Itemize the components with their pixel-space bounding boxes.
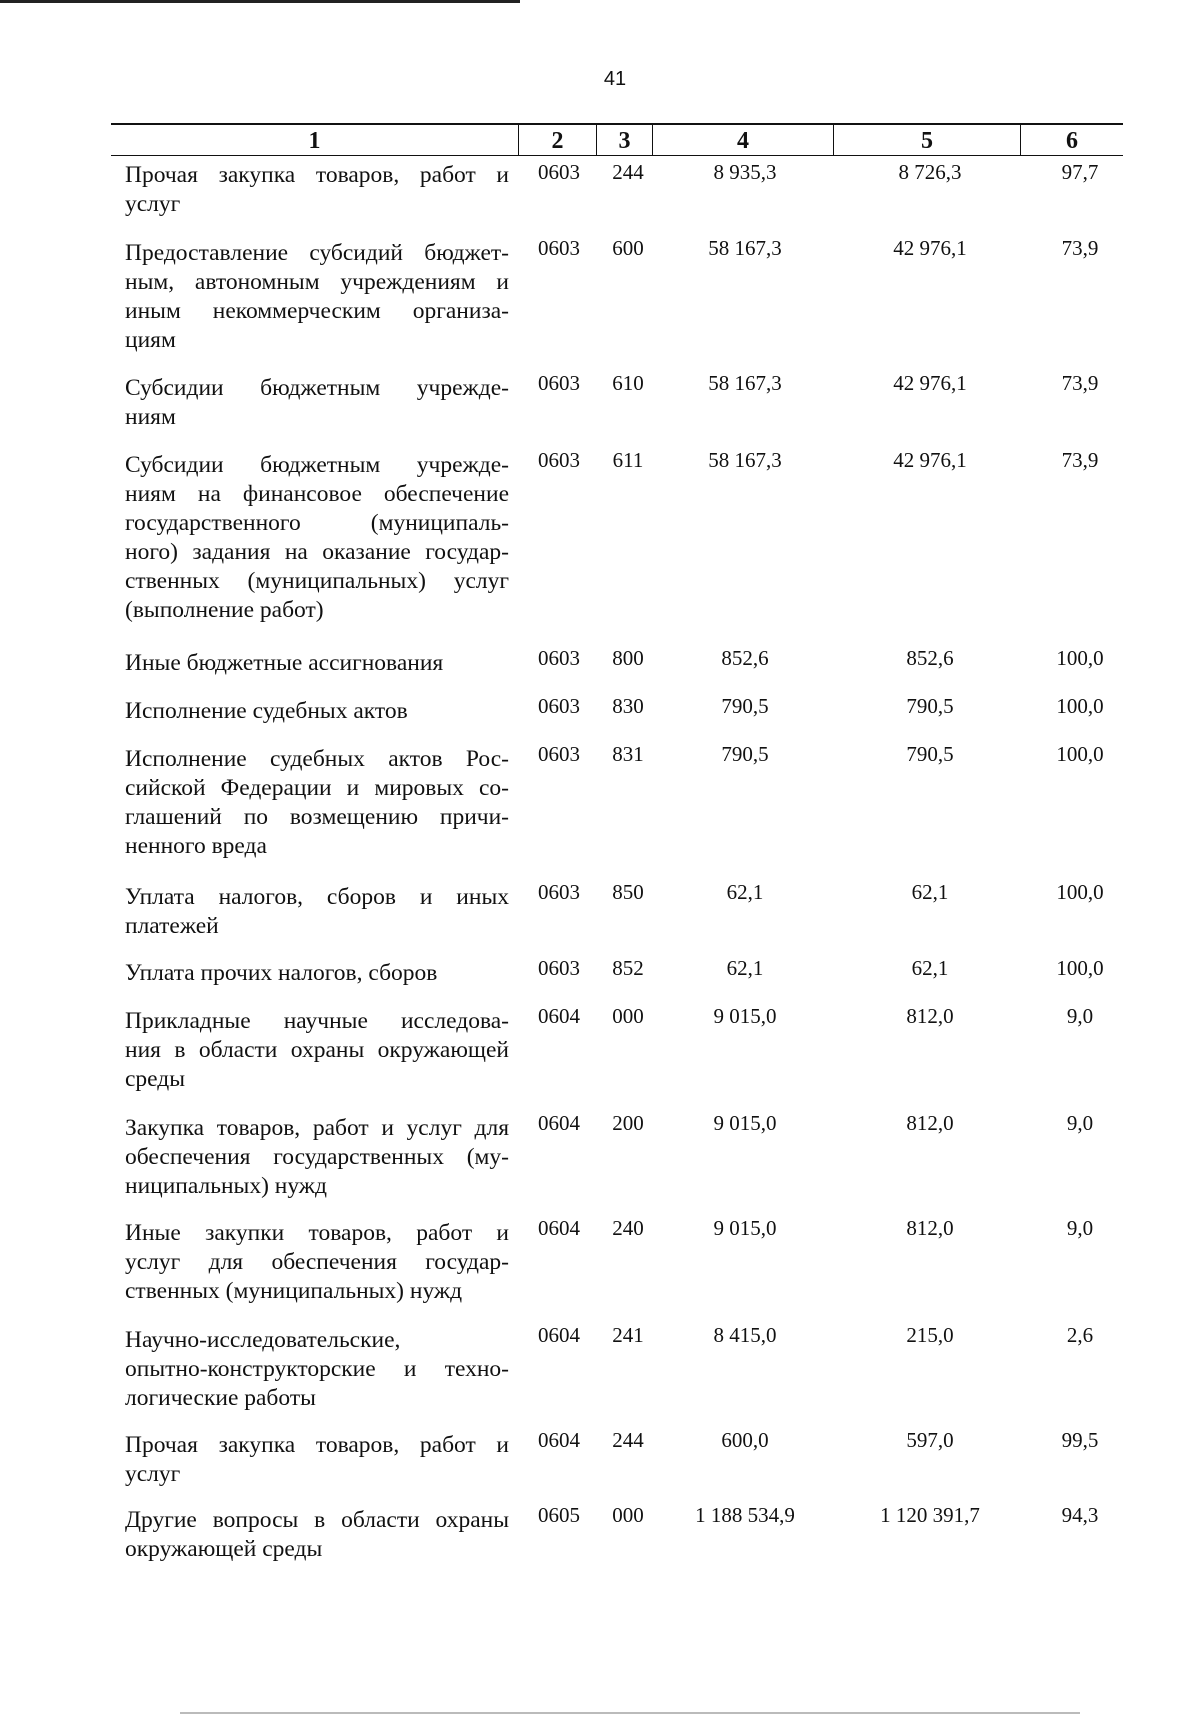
cell-col5: 812,0 — [906, 1111, 954, 1135]
cell-col6: 9,0 — [1066, 1111, 1094, 1135]
cell-col3: 244 — [612, 160, 644, 184]
row-description-line: платежей — [125, 913, 219, 939]
row-description-line: Прочая закупка товаров, работ и — [125, 162, 509, 188]
row-description-line: ниям на финансовое обеспечение — [125, 481, 509, 507]
cell-col6: 100,0 — [1056, 880, 1104, 904]
cell-col5: 215,0 — [906, 1323, 954, 1347]
row-description-line: ного) задания на оказание государ- — [125, 539, 509, 565]
row-description — [125, 745, 509, 861]
column-header-1: 1 — [308, 128, 321, 154]
cell-col5: 42 976,1 — [893, 236, 967, 260]
cell-col6: 100,0 — [1056, 956, 1104, 980]
cell-col3: 610 — [612, 371, 644, 395]
cell-col2: 0604 — [538, 1004, 580, 1028]
cell-col5: 597,0 — [906, 1428, 954, 1452]
row-description-line: сийской Федерации и мировых со- — [125, 775, 509, 801]
column-header-3: 3 — [618, 128, 631, 154]
row-description — [125, 161, 509, 219]
cell-col2: 0603 — [538, 160, 580, 184]
cell-col6: 73,9 — [1061, 236, 1099, 260]
row-description — [125, 1326, 509, 1413]
cell-col5: 812,0 — [906, 1004, 954, 1028]
cell-col2: 0604 — [538, 1111, 580, 1135]
cell-col6: 99,5 — [1061, 1428, 1099, 1452]
row-description-line: Иные закупки товаров, работ и — [125, 1220, 509, 1246]
cell-col3: 241 — [612, 1323, 644, 1347]
cell-col5: 8 726,3 — [898, 160, 962, 184]
cell-col2: 0604 — [538, 1323, 580, 1347]
cell-col6: 100,0 — [1056, 742, 1104, 766]
row-description — [125, 959, 509, 988]
cell-col4: 600,0 — [721, 1428, 769, 1452]
row-description-line: Прикладные научные исследова- — [125, 1008, 509, 1034]
cell-col3: 611 — [612, 448, 644, 472]
cell-col2: 0603 — [538, 646, 580, 670]
row-description-line: Предоставление субсидий бюджет- — [125, 240, 509, 266]
column-header-2: 2 — [551, 128, 564, 154]
row-description-line: Прочая закупка товаров, работ и — [125, 1432, 509, 1458]
row-description — [125, 1431, 509, 1489]
cell-col3: 000 — [612, 1503, 644, 1527]
cell-col3: 000 — [612, 1004, 644, 1028]
cell-col5: 812,0 — [906, 1216, 954, 1240]
scan-edge-bottom — [180, 1712, 1080, 1714]
row-description-line: (выполнение работ) — [125, 597, 324, 623]
row-description-line: Субсидии бюджетным учрежде- — [125, 452, 509, 478]
row-description — [125, 451, 509, 625]
cell-col4: 8 935,3 — [713, 160, 777, 184]
row-description-line: логические работы — [125, 1385, 316, 1411]
row-description-line: глашений по возмещению причи- — [125, 804, 509, 830]
row-description — [125, 1219, 509, 1306]
cell-col5: 790,5 — [906, 694, 954, 718]
row-description-line: услуг для обеспечения государ- — [125, 1249, 509, 1275]
cell-col4: 9 015,0 — [713, 1111, 777, 1135]
scan-edge-top — [0, 0, 520, 3]
row-description-line: ственных (муниципальных) услуг — [125, 568, 509, 594]
cell-col4: 790,5 — [721, 742, 769, 766]
cell-col3: 244 — [612, 1428, 644, 1452]
cell-col4: 790,5 — [721, 694, 769, 718]
row-description-line: услуг — [125, 1461, 181, 1487]
row-description-line: Закупка товаров, работ и услуг для — [125, 1115, 509, 1141]
row-description-line: услуг — [125, 191, 181, 217]
cell-col5: 852,6 — [906, 646, 954, 670]
row-description-line: ниципальных) нужд — [125, 1173, 327, 1199]
row-description-line: ния в области охраны окружающей — [125, 1037, 509, 1063]
cell-col6: 100,0 — [1056, 694, 1104, 718]
cell-col2: 0603 — [538, 880, 580, 904]
cell-col4: 1 188 534,9 — [695, 1503, 795, 1527]
cell-col3: 850 — [612, 880, 644, 904]
column-header-6: 6 — [1066, 128, 1078, 154]
cell-col6: 73,9 — [1061, 371, 1099, 395]
cell-col4: 9 015,0 — [713, 1216, 777, 1240]
row-description-line: Уплата прочих налогов, сборов — [125, 960, 438, 986]
row-description-line: циям — [125, 327, 176, 353]
row-description-line: ниям — [125, 404, 176, 430]
cell-col2: 0603 — [538, 448, 580, 472]
cell-col6: 100,0 — [1056, 646, 1104, 670]
cell-col3: 800 — [612, 646, 644, 670]
row-description — [125, 883, 509, 941]
row-description-line: Исполнение судебных актов — [125, 698, 408, 724]
cell-col6: 94,3 — [1061, 1503, 1099, 1527]
row-description-line: ственных (муниципальных) нужд — [125, 1278, 463, 1304]
cell-col5: 62,1 — [911, 880, 949, 904]
row-description — [125, 1506, 509, 1564]
cell-col2: 0603 — [538, 371, 580, 395]
cell-col2: 0603 — [538, 956, 580, 980]
cell-col4: 62,1 — [726, 880, 764, 904]
cell-col4: 62,1 — [726, 956, 764, 980]
cell-col5: 790,5 — [906, 742, 954, 766]
cell-col4: 8 415,0 — [713, 1323, 777, 1347]
cell-col2: 0604 — [538, 1216, 580, 1240]
row-description-line: опытно-конструкторские и техно- — [125, 1356, 509, 1382]
cell-col4: 58 167,3 — [708, 448, 782, 472]
cell-col2: 0604 — [538, 1428, 580, 1452]
row-description — [125, 374, 509, 432]
cell-col5: 62,1 — [911, 956, 949, 980]
row-description-line: среды — [125, 1066, 186, 1092]
row-description-line: иным некоммерческим организа- — [125, 298, 509, 324]
column-header-5: 5 — [921, 128, 933, 154]
cell-col3: 830 — [612, 694, 644, 718]
row-description — [125, 239, 509, 355]
cell-col4: 58 167,3 — [708, 236, 782, 260]
page-number: 41 — [603, 68, 627, 90]
cell-col2: 0603 — [538, 694, 580, 718]
cell-col4: 58 167,3 — [708, 371, 782, 395]
cell-col6: 2,6 — [1066, 1323, 1094, 1347]
cell-col3: 200 — [612, 1111, 644, 1135]
cell-col4: 852,6 — [721, 646, 769, 670]
row-description — [125, 649, 509, 678]
cell-col2: 0603 — [538, 742, 580, 766]
row-description-line: Исполнение судебных актов Рос- — [125, 746, 509, 772]
cell-col2: 0605 — [538, 1503, 580, 1527]
row-description-line: обеспечения государственных (му- — [125, 1144, 509, 1170]
cell-col3: 600 — [612, 236, 644, 260]
cell-col6: 9,0 — [1066, 1216, 1094, 1240]
row-description-line: Уплата налогов, сборов и иных — [125, 884, 509, 910]
row-description-line: Другие вопросы в области охраны — [125, 1507, 509, 1533]
cell-col3: 852 — [612, 956, 644, 980]
column-header-4: 4 — [737, 128, 749, 154]
row-description-line: ным, автономным учреждениям и — [125, 269, 509, 295]
cell-col5: 1 120 391,7 — [880, 1503, 980, 1527]
row-description-line: Иные бюджетные ассигнования — [125, 650, 444, 676]
cell-col4: 9 015,0 — [713, 1004, 777, 1028]
cell-col3: 831 — [612, 742, 644, 766]
cell-col6: 97,7 — [1061, 160, 1099, 184]
cell-col6: 9,0 — [1066, 1004, 1094, 1028]
row-description — [125, 697, 509, 726]
cell-col5: 42 976,1 — [893, 448, 967, 472]
cell-col6: 73,9 — [1061, 448, 1099, 472]
row-description-line: ненного вреда — [125, 833, 267, 859]
row-description-line: окружающей среды — [125, 1536, 323, 1562]
cell-col3: 240 — [612, 1216, 644, 1240]
row-description — [125, 1007, 509, 1094]
row-description-line: Научно-исследовательские, — [125, 1327, 401, 1353]
row-description — [125, 1114, 509, 1201]
cell-col5: 42 976,1 — [893, 371, 967, 395]
row-description-line: государственного (муниципаль- — [125, 510, 509, 536]
row-description-line: Субсидии бюджетным учрежде- — [125, 375, 509, 401]
cell-col2: 0603 — [538, 236, 580, 260]
